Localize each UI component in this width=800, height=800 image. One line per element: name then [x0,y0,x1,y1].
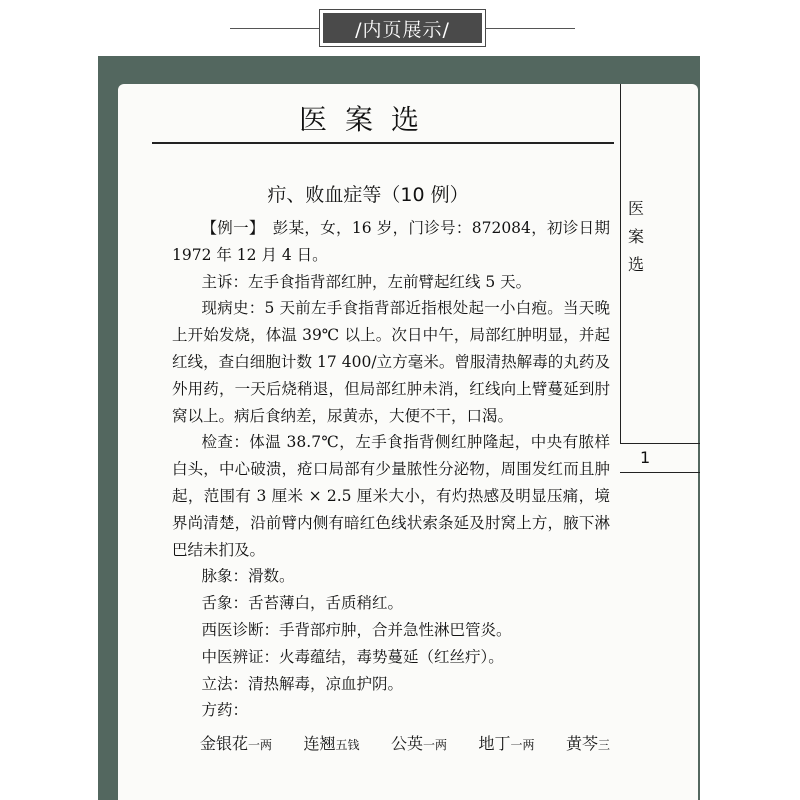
prescription-list [200,731,610,754]
paragraph: 立法：清热解毒，凉血护阴。 [201,674,403,693]
herb-name: 连翘 [303,734,336,753]
section-subtitle: 疖、败血症等（10 例） [267,184,469,206]
paragraph: 西医诊断：手背部疖肿，合并急性淋巴管炎。 [201,620,512,639]
banner-line-left [230,28,320,29]
herb-dose: 一两 [422,738,447,752]
section-banner: /内页展示/ [320,10,485,46]
herb-name: 公英 [390,734,423,753]
paragraph: 检查：体温 38.7℃，左手食指背侧红肿隆起，中央有脓样白头，中心破溃，疮口局部有少量脓性分泌物，周围发红而且肿起，范围有 3 厘米 × 2.5 厘米大小，有灼热感及明显压痛，境界尚清楚，沿前臂内侧有暗红色线状索条延及肘窝上方，腋下淋巴结未扪及。 [172,433,610,559]
prescription-item [200,731,272,754]
prescription-item [391,731,447,754]
herb-name: 黄芩 [565,734,598,753]
paragraph: 舌象：舌苔薄白，舌质稍红。 [201,594,403,613]
herb-dose: 一两 [510,738,535,752]
page-title: 医案选 [298,103,437,136]
prescription-item [303,731,359,754]
herb-name: 地丁 [478,734,511,753]
paragraph: 现病史：5 天前左手食指背部近指根处起一小白疱。当天晚上开始发烧，体温 39℃ 以上。次日中午，局部红肿明显，并起红线，查白细胞计数 17 400/立方毫米。曾服清热解毒的丸药及外用药，一天后烧稍退，但局部红肿未消，红线向上臂蔓延到肘窝以上。病后食纳差，尿黄赤，大便不干，口渴。 [172,299,610,425]
side-tab-char: 医 [627,199,644,218]
herb-dose: 五钱 [335,738,360,752]
side-tab-char: 选 [627,255,644,274]
title-rule [152,142,614,144]
side-chapter-tab [624,195,648,279]
page-number-rule-top [620,443,700,444]
side-tab-char: 案 [627,227,644,246]
paragraph: 中医辨证：火毒蕴结，毒势蔓延（红丝疔）。 [201,647,504,666]
herb-dose: 三 [597,738,610,752]
page-number: 1 [640,448,651,467]
page-number-rule-bottom [620,472,700,473]
herb-dose: 一两 [248,738,273,752]
prescription-title: 方药： [201,701,248,720]
prescription-item [478,731,534,754]
paragraph: 脉象：滑数。 [201,567,295,586]
side-divider [620,84,621,444]
paragraph: 主诉：左手食指背部红肿，左前臂起红线 5 天。 [201,272,532,291]
banner-line-right [485,28,575,29]
paragraph: 【例一】 彭某，女，16 岁，门诊号：872084，初诊日期 1972 年 12 月 4 日。 [172,219,610,264]
prescription-item [566,731,610,754]
herb-name: 金银花 [200,734,249,753]
case-text [172,215,610,724]
